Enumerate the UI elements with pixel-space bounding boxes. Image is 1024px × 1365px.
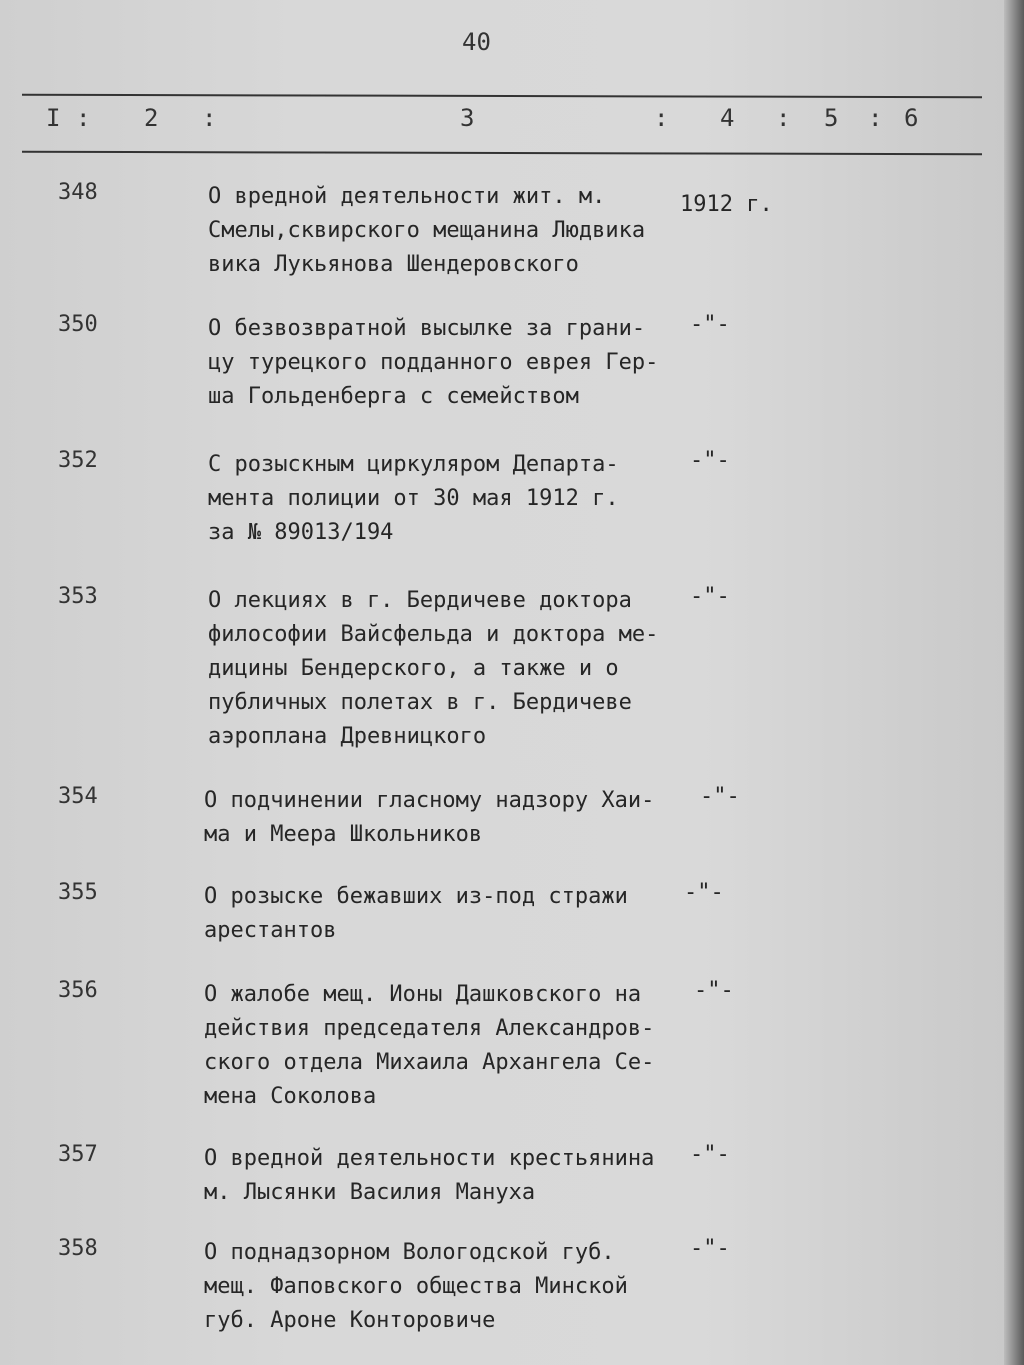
header-col-1: I bbox=[46, 104, 61, 132]
entry-number: 348 bbox=[58, 180, 98, 205]
entry-year: -"- bbox=[684, 880, 724, 905]
header-col-3: 3 bbox=[460, 104, 475, 132]
entry-year: 1912 г. bbox=[680, 192, 773, 217]
entry-number: 353 bbox=[58, 584, 98, 609]
entry-number: 358 bbox=[58, 1236, 98, 1261]
entry-description: О вредной деятельности жит. м. Смелы,сквирского мещанина Людвика вика Лукьянова Шендеровского bbox=[208, 184, 646, 277]
entry-description: О подчинении гласному надзору Хаи- ма и Меера Школьников bbox=[204, 788, 655, 847]
header-sep-5: : bbox=[868, 104, 883, 132]
page-edge-shadow bbox=[1004, 0, 1024, 1365]
entry-number: 352 bbox=[58, 448, 98, 473]
entry-number: 357 bbox=[58, 1142, 98, 1167]
entry-description: О вредной деятельности крестьянина м. Лысянки Василия Мануха bbox=[204, 1146, 655, 1205]
entry-year: -"- bbox=[690, 312, 730, 337]
entry-number: 355 bbox=[58, 880, 98, 905]
entry-description: О жалобе мещ. Ионы Дашковского на действия председателя Александров- ского отдела Михаила Архангела Се- мена Соколова bbox=[204, 982, 655, 1109]
header-sep-2: : bbox=[202, 104, 217, 132]
header-bottom-rule bbox=[22, 151, 982, 156]
entry-year: -"- bbox=[690, 1142, 730, 1167]
entry-description: О поднадзорном Вологодской губ. мещ. Фаповского общества Минской губ. Ароне Конторовиче bbox=[204, 1240, 628, 1333]
entry-year: -"- bbox=[690, 448, 730, 473]
page-number: 40 bbox=[462, 28, 491, 56]
entry-number: 356 bbox=[58, 978, 98, 1003]
entry-number: 350 bbox=[58, 312, 98, 337]
entry-description: С розыскным циркуляром Департа- мента полиции от 30 мая 1912 г. за № 89013/194 bbox=[208, 452, 619, 545]
entry-year: -"- bbox=[690, 584, 730, 609]
entry-number: 354 bbox=[58, 784, 98, 809]
header-top-rule bbox=[22, 94, 982, 99]
entry-description: О лекциях в г. Бердичеве доктора философии Вайсфельда и доктора ме- дицины Бендерского, а также и о публичных полетах в г. Бердичеве аэроплана Древницкого bbox=[208, 588, 659, 749]
header-sep-3: : bbox=[654, 104, 669, 132]
header-col-4: 4 bbox=[720, 104, 735, 132]
header-sep-4: : bbox=[776, 104, 791, 132]
header-sep-1: : bbox=[76, 104, 91, 132]
entry-description: О безвозвратной высылке за грани- цу турецкого подданного еврея Гер- ша Гольденберга с семейством bbox=[208, 316, 659, 409]
entry-description: О розыске бежавших из-под стражи арестантов bbox=[204, 884, 628, 943]
entry-year: -"- bbox=[700, 784, 740, 809]
header-col-6: 6 bbox=[904, 104, 919, 132]
entry-year: -"- bbox=[694, 978, 734, 1003]
header-col-5: 5 bbox=[824, 104, 839, 132]
header-col-2: 2 bbox=[144, 104, 159, 132]
entry-year: -"- bbox=[690, 1236, 730, 1261]
